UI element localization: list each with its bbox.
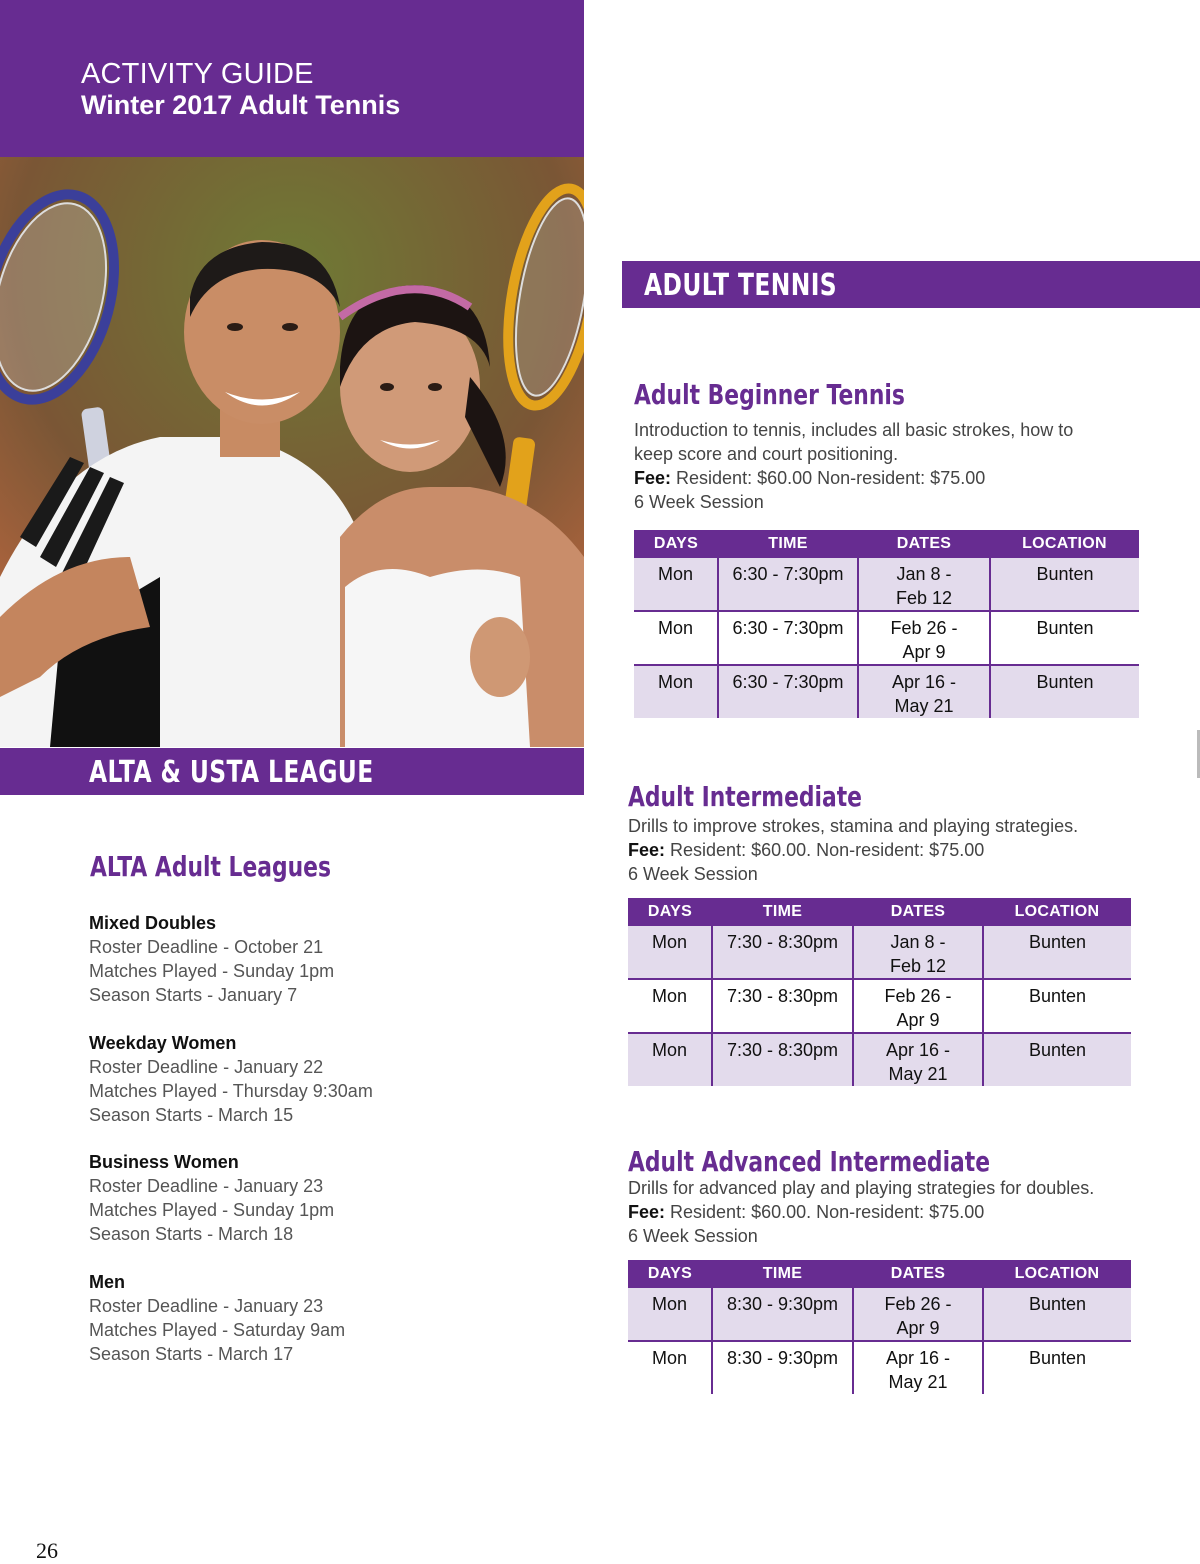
league-weekday-women [89,1031,373,1127]
session-length: 6 Week Session [628,1226,758,1246]
league-mixed-doubles [89,911,334,1007]
fee-label: Fee: [634,468,672,488]
date-end: Feb 12 [889,956,947,976]
league-men [89,1270,345,1366]
cell-location: Bunten [983,1341,1131,1394]
cell-time: 8:30 - 9:30pm [712,1341,853,1394]
page-number: 26 [36,1538,58,1563]
league-line: Roster Deadline - January 23 [89,1296,324,1316]
cell-dates [853,1341,983,1394]
adult-tennis-band [622,261,1200,308]
cell-time: 6:30 - 7:30pm [718,665,858,718]
desc-line: keep score and court positioning. [634,444,899,464]
fee-value: Resident: $60.00. Non-resident: $75.00 [670,840,985,860]
col-days: DAYS [634,530,718,558]
alta-usta-league-band [0,748,584,795]
league-line: Roster Deadline - January 23 [89,1176,324,1196]
col-days: DAYS [628,898,712,926]
col-time: TIME [718,530,858,558]
fee-value: Resident: $60.00. Non-resident: $75.00 [670,1202,985,1222]
table-row [634,611,1139,665]
league-line: Roster Deadline - October 21 [89,937,324,957]
cell-time: 7:30 - 8:30pm [712,979,853,1033]
alta-band-title: ALTA & USTA LEAGUE [89,755,374,790]
tennis-players-photo [0,157,584,747]
header-band [0,0,584,157]
fee-value: Resident: $60.00 Non-resident: $75.00 [676,468,986,488]
league-line: Matches Played - Saturday 9am [89,1320,346,1340]
col-location: LOCATION [990,530,1139,558]
date-start: Feb 26 - [890,618,958,638]
fee-line [628,838,1078,862]
league-name: Weekday Women [89,1033,237,1053]
cell-location: Bunten [990,665,1139,718]
cell-dates [858,611,990,665]
fee-label: Fee: [628,840,666,860]
cell-day: Mon [634,665,718,718]
course-desc-beginner [634,418,1073,514]
col-time: TIME [712,1260,853,1288]
cell-day: Mon [628,926,712,979]
cell-day: Mon [634,558,718,611]
desc-line: Drills for advanced play and playing strategies for doubles. [628,1178,1095,1198]
league-line: Matches Played - Thursday 9:30am [89,1081,373,1101]
adult-band-title: ADULT TENNIS [644,268,838,303]
schedule-table-advanced-intermediate [628,1260,1131,1394]
cell-location: Bunten [983,926,1131,979]
session-length: 6 Week Session [628,864,758,884]
desc-line: Drills to improve strokes, stamina and playing strategies. [628,816,1079,836]
course-desc-advanced-intermediate [628,1176,1094,1248]
date-end: Apr 9 [896,1010,940,1030]
date-start: Jan 8 - [896,564,952,584]
cell-day: Mon [628,979,712,1033]
col-location: LOCATION [983,898,1131,926]
league-line: Season Starts - March 18 [89,1224,294,1244]
course-title-intermediate: Adult Intermediate [628,780,862,813]
col-time: TIME [712,898,853,926]
course-desc-intermediate [628,814,1078,886]
date-end: May 21 [894,696,954,716]
cell-day: Mon [634,611,718,665]
date-start: Jan 8 - [890,932,946,952]
cell-dates [853,1288,983,1341]
table-row [628,1341,1131,1394]
cell-time: 7:30 - 8:30pm [712,1033,853,1086]
table-row [634,665,1139,718]
cell-day: Mon [628,1288,712,1341]
league-line: Season Starts - March 17 [89,1344,294,1364]
cell-dates [858,558,990,611]
cell-dates [858,665,990,718]
col-dates: DATES [853,898,983,926]
date-end: Feb 12 [895,588,953,608]
cell-day: Mon [628,1341,712,1394]
col-dates: DATES [853,1260,983,1288]
cell-location: Bunten [983,1033,1131,1086]
col-location: LOCATION [983,1260,1131,1288]
col-days: DAYS [628,1260,712,1288]
date-start: Apr 16 - [891,672,957,692]
cell-location: Bunten [983,979,1131,1033]
fee-line [634,466,1073,490]
schedule-table-beginner [634,530,1139,718]
league-line: Season Starts - January 7 [89,985,298,1005]
table-row [628,1288,1131,1341]
cell-time: 6:30 - 7:30pm [718,611,858,665]
league-line: Roster Deadline - January 22 [89,1057,324,1077]
guide-title: Winter 2017 Adult Tennis [81,90,401,120]
league-name: Men [89,1272,125,1292]
league-business-women [89,1150,334,1246]
date-end: Apr 9 [896,1318,940,1338]
cell-time: 6:30 - 7:30pm [718,558,858,611]
league-name: Mixed Doubles [89,913,217,933]
date-end: Apr 9 [902,642,946,662]
cell-location: Bunten [983,1288,1131,1341]
cell-time: 7:30 - 8:30pm [712,926,853,979]
cell-dates [853,1033,983,1086]
desc-line: Introduction to tennis, includes all basic strokes, how to [634,420,1074,440]
table-row [634,558,1139,611]
date-start: Apr 16 - [885,1348,951,1368]
alta-section-title: ALTA Adult Leagues [90,850,331,883]
table-row [628,926,1131,979]
cell-location: Bunten [990,611,1139,665]
cell-location: Bunten [990,558,1139,611]
fee-line [628,1200,1094,1224]
cell-dates [853,926,983,979]
date-start: Feb 26 - [884,986,952,1006]
league-line: Matches Played - Sunday 1pm [89,1200,335,1220]
date-start: Feb 26 - [884,1294,952,1314]
cell-time: 8:30 - 9:30pm [712,1288,853,1341]
course-title-advanced-intermediate: Adult Advanced Intermediate [628,1145,991,1178]
date-end: May 21 [888,1372,948,1392]
fee-label: Fee: [628,1202,666,1222]
cell-day: Mon [628,1033,712,1086]
course-title-beginner: Adult Beginner Tennis [634,378,905,411]
league-line: Season Starts - March 15 [89,1105,294,1125]
date-end: May 21 [888,1064,948,1084]
session-length: 6 Week Session [634,492,764,512]
cell-dates [853,979,983,1033]
table-row [628,1033,1131,1086]
guide-label: ACTIVITY GUIDE [81,58,314,90]
league-line: Matches Played - Sunday 1pm [89,961,335,981]
league-name: Business Women [89,1152,239,1172]
schedule-table-intermediate [628,898,1131,1086]
col-dates: DATES [858,530,990,558]
table-row [628,979,1131,1033]
date-start: Apr 16 - [885,1040,951,1060]
